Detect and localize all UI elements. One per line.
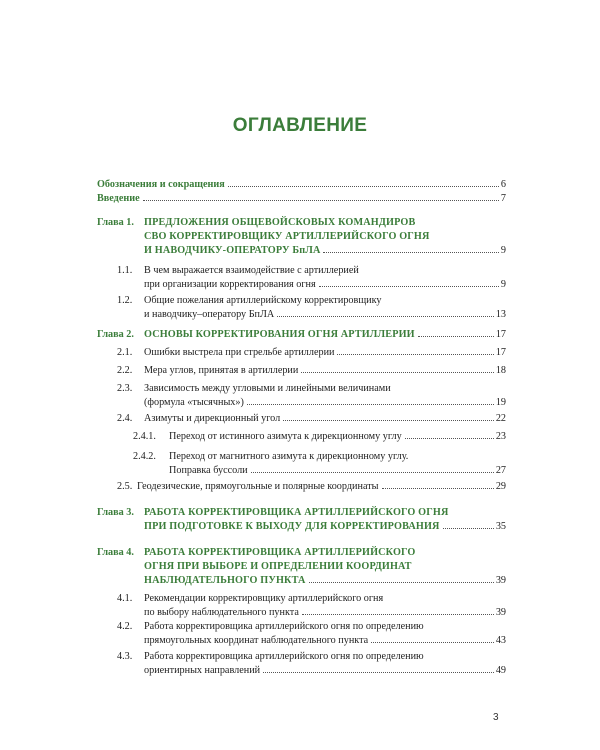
dot-leader (301, 372, 493, 373)
dot-leader (443, 528, 494, 529)
section-number: 1.1. (117, 265, 133, 276)
section-last-line (144, 396, 506, 409)
chapter-label: Глава 2. (97, 329, 134, 340)
section-title-line: Поправка буссоли (169, 465, 248, 476)
page-ref: 17 (495, 329, 506, 340)
page-ref: 49 (495, 665, 506, 676)
page-ref: 22 (495, 413, 506, 424)
dot-leader (251, 472, 494, 473)
section-number: 2.3. (117, 383, 133, 394)
dot-leader (418, 336, 494, 337)
chapter-title-line: ПРИ ПОДГОТОВКЕ К ВЫХОДУ ДЛЯ КОРРЕКТИРОВАНИЯ (144, 521, 440, 532)
chapter-label: Глава 1. (97, 217, 134, 228)
page-ref: 7 (500, 193, 506, 204)
section-title-line: при организации корректирования огня (144, 279, 316, 290)
chapter-title-line: ОСНОВЫ КОРРЕКТИРОВАНИЯ ОГНЯ АРТИЛЛЕРИИ (144, 329, 415, 340)
dot-leader (371, 642, 494, 643)
chapter-title-last-line (144, 520, 506, 533)
dot-leader (143, 200, 499, 201)
chapter-title-line: ОГНЯ ПРИ ВЫБОРЕ И ОПРЕДЕЛЕНИИ КООРДИНАТ (144, 561, 412, 572)
entry-title: Введение (97, 193, 140, 204)
section-last-line (144, 606, 506, 619)
entry-title: Обозначения и сокращения (97, 179, 225, 190)
section-number: 1.2. (117, 295, 133, 306)
section-title-line: Рекомендации корректировщику артиллерийского огня (144, 593, 384, 604)
dot-leader (309, 582, 494, 583)
section-title-line: Переход от магнитного азимута к дирекционному углу. (169, 451, 409, 462)
page-ref: 13 (495, 309, 506, 320)
chapter-title-line: СВО КОРРЕКТИРОВЩИКУ АРТИЛЛЕРИЙСКОГО ОГНЯ (144, 231, 430, 242)
section-last-line (144, 346, 506, 359)
chapter-label: Глава 3. (97, 507, 134, 518)
section-last-line (144, 664, 506, 677)
page-ref: 23 (495, 431, 506, 442)
chapter-title-line: РАБОТА КОРРЕКТИРОВЩИКА АРТИЛЛЕРИЙСКОГО ОГНЯ (144, 507, 449, 518)
section-number: 4.1. (117, 593, 133, 604)
section-title-line: и наводчику–оператору БпЛА (144, 309, 275, 320)
section-title-line: Общие пожелания артиллерийскому корректировщику (144, 295, 382, 306)
page-ref: 9 (500, 245, 506, 256)
dot-leader (302, 614, 494, 615)
section-title-line: Ошибки выстрела при стрельбе артиллерии (144, 347, 335, 358)
section-title-line: Работа корректировщика артиллерийского огня по определению (144, 621, 424, 632)
section-number: 2.4. (117, 413, 133, 424)
section-title-line: В чем выражается взаимодействие с артиллерией (144, 265, 359, 276)
chapter-title-line: И НАВОДЧИКУ-ОПЕРАТОРУ БпЛА (144, 245, 321, 256)
chapter-title-last-line (144, 244, 506, 257)
section-number: 4.3. (117, 651, 133, 662)
section-title-line: (формула «тысячных») (144, 397, 244, 408)
section-last-line (144, 412, 506, 425)
page-ref: 6 (500, 179, 506, 190)
section-title-line: ориентирных направлений (144, 665, 261, 676)
section-number: 2.4.1. (133, 431, 156, 442)
section-last-line (169, 430, 506, 443)
section-last-line (137, 480, 506, 493)
dot-leader (247, 404, 494, 405)
section-title-line: Переход от истинного азимута к дирекционному углу (169, 431, 402, 442)
page-title: ОГЛАВЛЕНИЕ (232, 115, 368, 136)
toc-entry-introduction[interactable] (97, 192, 506, 205)
section-number: 2.1. (117, 347, 133, 358)
page-number: 3 (493, 712, 499, 723)
dot-leader (283, 420, 494, 421)
page-ref: 17 (495, 347, 506, 358)
section-number: 4.2. (117, 621, 133, 632)
section-title-line: Работа корректировщика артиллерийского огня по определению (144, 651, 424, 662)
dot-leader (337, 354, 493, 355)
section-last-line (144, 278, 506, 291)
chapter-label: Глава 4. (97, 547, 134, 558)
section-last-line (144, 364, 506, 377)
section-number: 2.4.2. (133, 451, 156, 462)
section-last-line (169, 464, 506, 477)
chapter-title-line: ПРЕДЛОЖЕНИЯ ОБЩЕВОЙСКОВЫХ КОМАНДИРОВ (144, 217, 416, 228)
dot-leader (319, 286, 499, 287)
chapter-title-line: РАБОТА КОРРЕКТИРОВЩИКА АРТИЛЛЕРИЙСКОГО (144, 547, 416, 558)
section-last-line (144, 634, 506, 647)
dot-leader (263, 672, 494, 673)
section-title-line: Зависимость между угловыми и линейными величинами (144, 383, 391, 394)
dot-leader (405, 438, 494, 439)
page-ref: 27 (495, 465, 506, 476)
section-title-line: Геодезические, прямоугольные и полярные координаты (137, 481, 379, 492)
chapter-title-last-line (144, 328, 506, 341)
page-ref: 9 (500, 279, 506, 290)
section-number: 2.2. (117, 365, 133, 376)
chapter-title-last-line (144, 574, 506, 587)
section-last-line (144, 308, 506, 321)
section-title-line: по выбору наблюдательного пункта (144, 607, 299, 618)
toc-entry-abbreviations[interactable] (97, 178, 506, 191)
page-ref: 29 (495, 481, 506, 492)
section-title-line: Мера углов, принятая в артиллерии (144, 365, 299, 376)
dot-leader (382, 488, 494, 489)
page-ref: 35 (495, 521, 506, 532)
section-title-line: Азимуты и дирекционный угол (144, 413, 281, 424)
chapter-title-line: НАБЛЮДАТЕЛЬНОГО ПУНКТА (144, 575, 306, 586)
page-ref: 19 (495, 397, 506, 408)
dot-leader (228, 186, 499, 187)
dot-leader (323, 252, 498, 253)
section-number: 2.5. (117, 481, 133, 492)
section-title-line: прямоугольных координат наблюдательного пункта (144, 635, 369, 646)
page-ref: 39 (495, 607, 506, 618)
page-ref: 43 (495, 635, 506, 646)
page-ref: 18 (495, 365, 506, 376)
page-ref: 39 (495, 575, 506, 586)
dot-leader (277, 316, 494, 317)
